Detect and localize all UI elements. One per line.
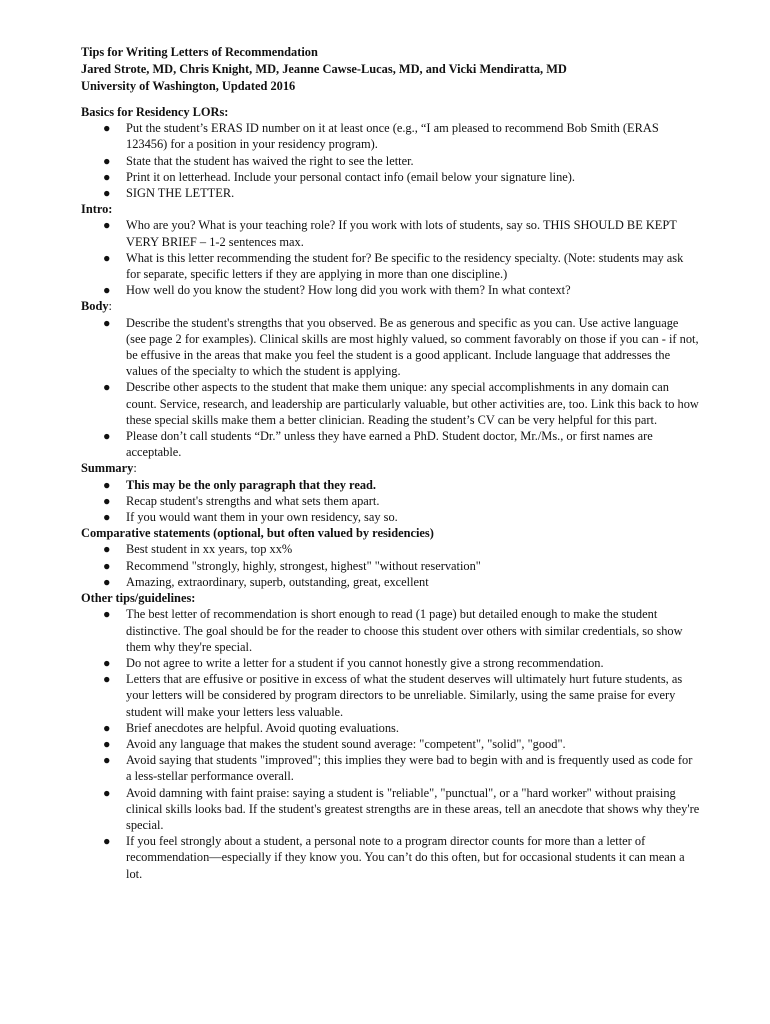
bullet-icon: ● bbox=[103, 574, 111, 589]
bullet-list bbox=[81, 541, 700, 590]
list-item bbox=[81, 833, 700, 882]
list-item-text: This may be the only paragraph that they read. bbox=[126, 477, 377, 492]
bullet-icon: ● bbox=[103, 169, 111, 184]
list-item bbox=[81, 169, 700, 185]
section-heading-text: Intro: bbox=[81, 202, 113, 217]
list-item bbox=[81, 785, 700, 834]
bullet-icon: ● bbox=[103, 510, 111, 525]
list-item-text: Put the student’s ERAS ID number on it at least once (e.g., “I am pleased to recommend Bob Smith (ERAS 123456) for a position in your residency program). bbox=[126, 121, 659, 152]
section-heading-text: Basics for Residency LORs: bbox=[81, 105, 229, 119]
bullet-icon: ● bbox=[103, 218, 111, 233]
list-item-text: Letters that are effusive or positive in excess of what the student deserves will ultimately hurt future students, as your letters will be considered by program directors to be unreliable. Similarly, using the same praise for every student will make your letters less valuable. bbox=[126, 672, 683, 719]
section-heading bbox=[81, 590, 700, 606]
list-item bbox=[81, 752, 700, 784]
document-authors: Jared Strote, MD, Chris Knight, MD, Jeanne Cawse-Lucas, MD, and Vicki Mendiratta, MD bbox=[81, 62, 567, 76]
section-heading-suffix: : bbox=[108, 299, 112, 314]
list-item-text: If you feel strongly about a student, a personal note to a program director counts for more than a letter of recommendation—especially if they know you. You can’t do this often, but for occasional students it can mean a lot. bbox=[126, 834, 685, 881]
bullet-list bbox=[81, 120, 700, 201]
list-item bbox=[81, 655, 700, 671]
bullet-icon: ● bbox=[103, 607, 111, 622]
section bbox=[81, 201, 700, 298]
bullet-icon: ● bbox=[103, 477, 111, 492]
bullet-icon: ● bbox=[103, 736, 111, 751]
section bbox=[81, 590, 700, 882]
document-body bbox=[81, 104, 700, 882]
list-item bbox=[81, 509, 700, 525]
section-heading bbox=[81, 298, 700, 314]
bullet-icon: ● bbox=[103, 250, 111, 265]
bullet-list bbox=[81, 606, 700, 881]
list-item bbox=[81, 558, 700, 574]
list-item bbox=[81, 315, 700, 380]
list-item bbox=[81, 185, 700, 201]
document-header bbox=[81, 44, 700, 95]
list-item bbox=[81, 282, 700, 298]
section bbox=[81, 104, 700, 201]
list-item-text: Describe the student's strengths that you observed. Be as generous and specific as you can. Use active language (see page 2 for examples). Clinical skills are most highly valued, so comment favorably on those if you can - if not, be effusive in the areas that make you feel the student is a good applicant. Include language that addresses the values of the specialty to which the student is applying. bbox=[126, 315, 699, 379]
bullet-icon: ● bbox=[103, 672, 111, 687]
list-item-text: The best letter of recommendation is short enough to read (1 page) but detailed enough to make the student distinctive. The goal should be for the reader to choose this student over others with similar credentials, so show them why they're special. bbox=[126, 607, 683, 654]
section-heading bbox=[81, 201, 700, 217]
list-item-text: Brief anecdotes are helpful. Avoid quoting evaluations. bbox=[126, 720, 399, 735]
section-heading-text: Comparative statements (optional, but often valued by residencies) bbox=[81, 526, 434, 541]
list-item bbox=[81, 736, 700, 752]
bullet-list bbox=[81, 477, 700, 526]
section bbox=[81, 298, 700, 460]
list-item-text: Recap student's strengths and what sets them apart. bbox=[126, 493, 380, 508]
bullet-icon: ● bbox=[103, 720, 111, 735]
bullet-icon: ● bbox=[103, 283, 111, 298]
list-item-text: Recommend "strongly, highly, strongest, highest" "without reservation" bbox=[126, 558, 481, 573]
list-item bbox=[81, 250, 700, 282]
bullet-icon: ● bbox=[103, 429, 111, 444]
list-item-text: What is this letter recommending the student for? Be specific to the residency specialty. (Note: students may ask for separate, specific letters if they are applying in more than one discipline.) bbox=[126, 250, 684, 282]
section-heading bbox=[81, 104, 700, 120]
bullet-icon: ● bbox=[103, 558, 111, 573]
bullet-icon: ● bbox=[103, 753, 111, 768]
list-item bbox=[81, 720, 700, 736]
bullet-list bbox=[81, 315, 700, 461]
section-heading bbox=[81, 525, 700, 541]
document-affiliation: University of Washington, Updated 2016 bbox=[81, 79, 296, 93]
list-item-text: Amazing, extraordinary, superb, outstanding, great, excellent bbox=[126, 574, 429, 589]
bullet-icon: ● bbox=[103, 315, 111, 330]
bullet-icon: ● bbox=[103, 380, 111, 395]
list-item bbox=[81, 493, 700, 509]
list-item bbox=[81, 153, 700, 169]
list-item-text: Describe other aspects to the student that make them unique: any special accomplishments in any domain can count. Service, research, and leadership are particularly valuable, but other activities are, too. Link this back to how these special skills make them a better clinician. Reading the student’s CV can be very helpful for this part. bbox=[126, 380, 699, 427]
bullet-icon: ● bbox=[103, 834, 111, 849]
list-item-text: Avoid any language that makes the student sound average: "competent", "solid", "good". bbox=[126, 736, 566, 751]
list-item bbox=[81, 477, 700, 493]
bullet-icon: ● bbox=[103, 153, 111, 168]
list-item-text: If you would want them in your own residency, say so. bbox=[126, 510, 398, 525]
list-item-text: Please don’t call students “Dr.” unless they have earned a PhD. Student doctor, Mr./Ms., or first names are acceptable. bbox=[126, 429, 653, 460]
section-heading-text: Other tips/guidelines: bbox=[81, 591, 196, 606]
section-heading-suffix: : bbox=[133, 461, 137, 476]
section-heading-text: Summary bbox=[81, 461, 134, 476]
list-item bbox=[81, 217, 700, 249]
bullet-list bbox=[81, 217, 700, 298]
section-heading-text: Body bbox=[81, 299, 109, 314]
list-item bbox=[81, 606, 700, 655]
list-item-text: Avoid damning with faint praise: saying a student is "reliable", "punctual", or a "hard worker" without praising clinical skills looks bad. If the student's greatest strengths are in these areas, tell an anecdote that shows why they're special. bbox=[126, 785, 700, 832]
bullet-icon: ● bbox=[103, 493, 111, 508]
list-item-text: SIGN THE LETTER. bbox=[126, 186, 235, 201]
bullet-icon: ● bbox=[103, 121, 111, 136]
list-item-text: Who are you? What is your teaching role? If you work with lots of students, say so. THIS SHOULD BE KEPT VERY BRIEF – 1-2 sentences max. bbox=[126, 218, 677, 249]
list-item bbox=[81, 541, 700, 557]
list-item bbox=[81, 671, 700, 720]
list-item-text: Avoid saying that students "improved"; this implies they were bad to begin with and is frequently used as code for a less-stellar performance overall. bbox=[126, 753, 693, 784]
list-item bbox=[81, 428, 700, 460]
list-item-text: How well do you know the student? How long did you work with them? In what context? bbox=[126, 283, 571, 298]
document-title: Tips for Writing Letters of Recommendation bbox=[81, 45, 318, 59]
section bbox=[81, 525, 700, 590]
list-item bbox=[81, 574, 700, 590]
list-item-text: State that the student has waived the right to see the letter. bbox=[126, 153, 414, 168]
list-item bbox=[81, 120, 700, 152]
bullet-icon: ● bbox=[103, 186, 111, 201]
list-item-text: Print it on letterhead. Include your personal contact info (email below your signature line). bbox=[126, 169, 576, 184]
list-item-text: Best student in xx years, top xx% bbox=[126, 542, 293, 557]
section-heading bbox=[81, 460, 700, 476]
bullet-icon: ● bbox=[103, 655, 111, 670]
list-item bbox=[81, 379, 700, 428]
list-item-text: Do not agree to write a letter for a student if you cannot honestly give a strong recommendation. bbox=[126, 655, 604, 670]
bullet-icon: ● bbox=[103, 785, 111, 800]
bullet-icon: ● bbox=[103, 542, 111, 557]
section bbox=[81, 460, 700, 525]
